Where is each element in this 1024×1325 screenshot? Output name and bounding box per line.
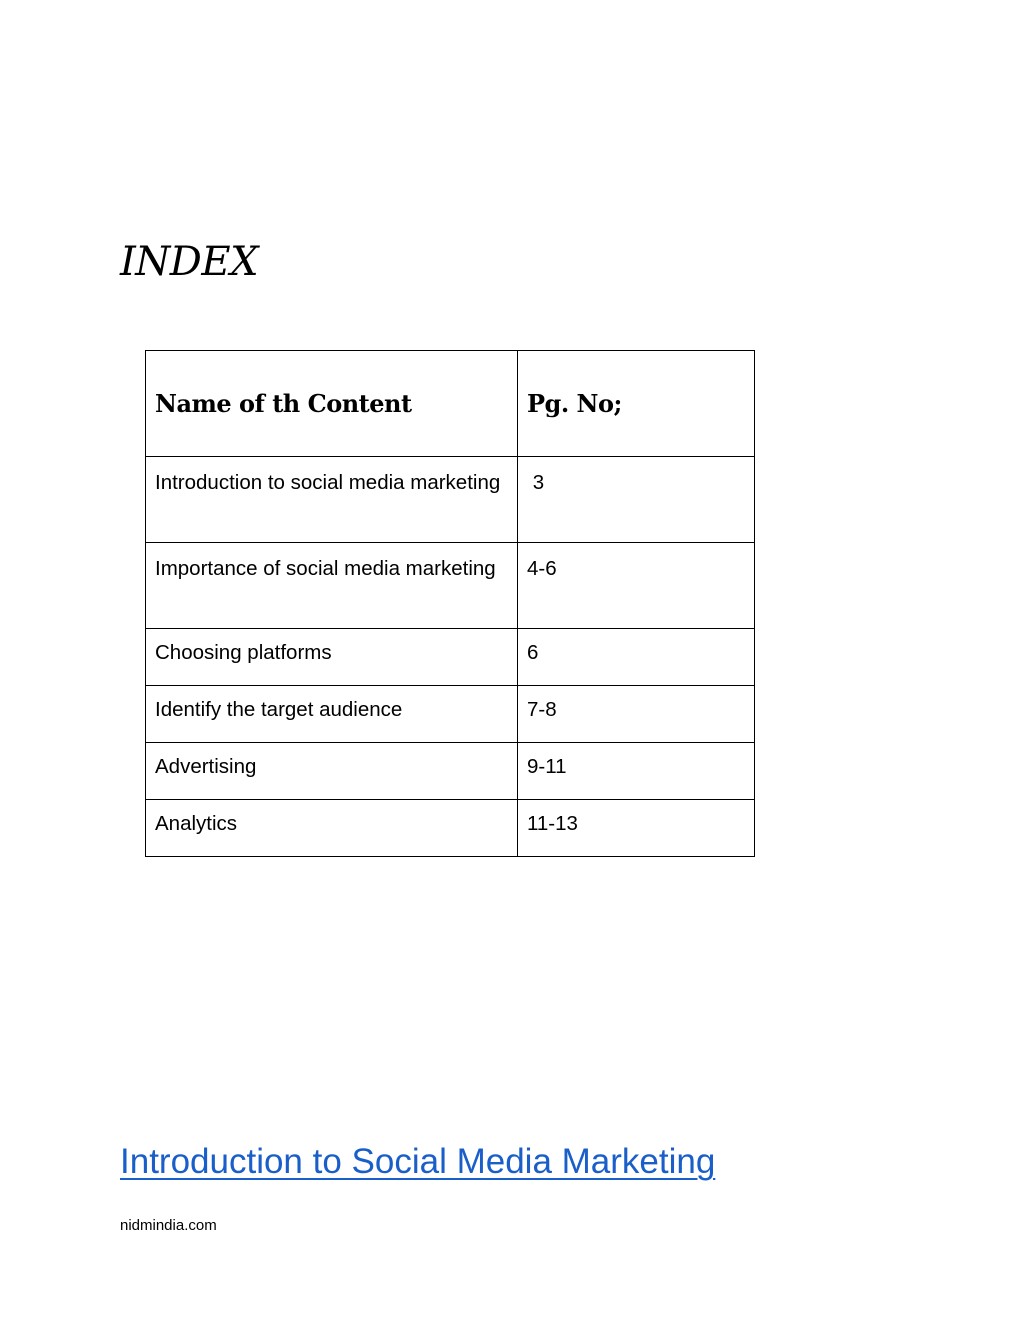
row-content-name: Importance of social media marketing (146, 543, 518, 629)
table-row (146, 543, 755, 629)
row-page-number: 6 (518, 629, 755, 686)
row-content-name: Analytics (146, 800, 518, 857)
row-page-number: 7-8 (518, 686, 755, 743)
table-row (146, 457, 755, 543)
row-page-number: 4-6 (518, 543, 755, 629)
table-row (146, 686, 755, 743)
header-page-number: Pg. No; (518, 351, 755, 457)
row-content-name: Introduction to social media marketing (146, 457, 518, 543)
table-row (146, 743, 755, 800)
footer-site-name: nidmindia.com (120, 1217, 217, 1234)
table-row (146, 800, 755, 857)
section-heading-link[interactable]: Introduction to Social Media Marketing (120, 1142, 716, 1181)
row-page-number: 3 (518, 457, 755, 543)
row-content-name: Advertising (146, 743, 518, 800)
header-content-name: Name of th Content (146, 351, 518, 457)
row-page-number: 9-11 (518, 743, 755, 800)
table-row (146, 629, 755, 686)
table-header-row (146, 351, 755, 457)
row-content-name: Identify the target audience (146, 686, 518, 743)
page-title: INDEX (120, 239, 259, 285)
row-page-number: 11-13 (518, 800, 755, 857)
row-content-name: Choosing platforms (146, 629, 518, 686)
index-table (145, 350, 755, 857)
